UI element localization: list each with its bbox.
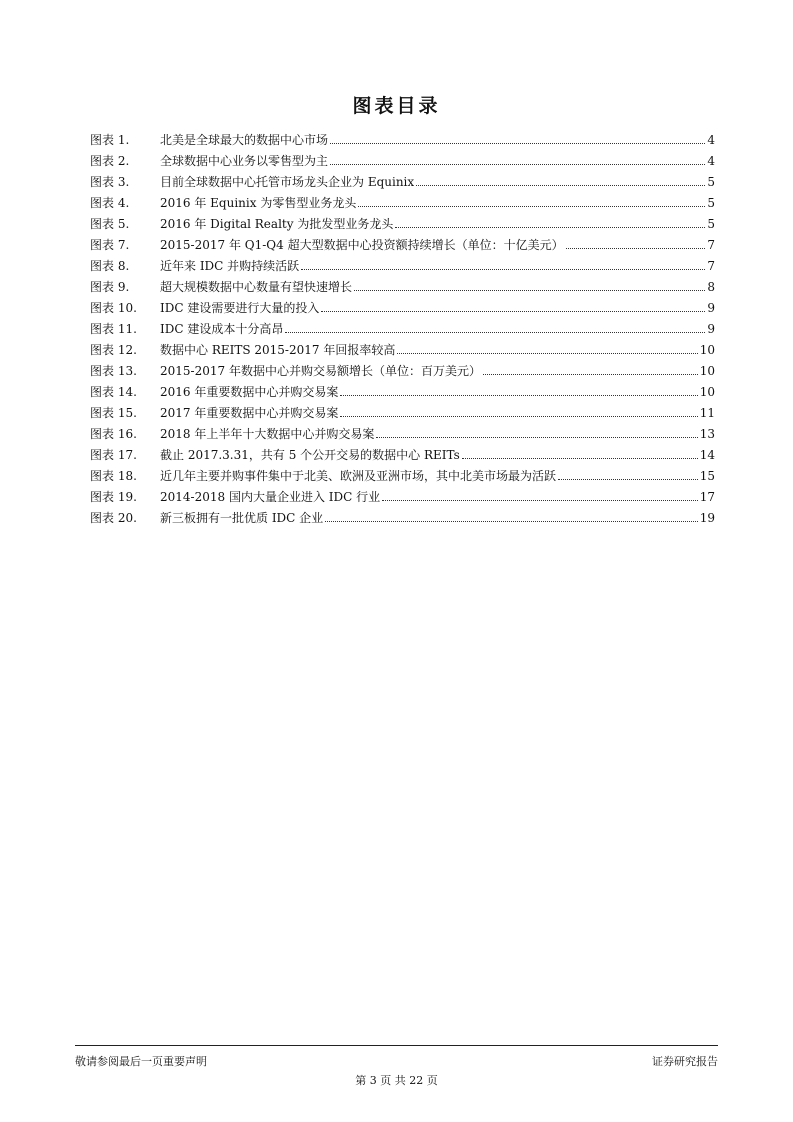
toc-entry-title[interactable]: 2016 年 Equinix 为零售型业务龙头 bbox=[160, 196, 357, 210]
toc-dot-leader bbox=[416, 185, 705, 186]
toc-dot-leader bbox=[330, 164, 705, 165]
toc-dot-leader bbox=[382, 500, 698, 501]
toc-entry-number: 图表 3. bbox=[90, 175, 130, 189]
toc-entry-number: 图表 15. bbox=[90, 406, 137, 420]
toc-entry-page[interactable]: 11 bbox=[699, 406, 715, 420]
toc-entry-page[interactable]: 14 bbox=[699, 448, 715, 462]
toc-dot-leader bbox=[397, 353, 697, 354]
toc-entry-number: 图表 9. bbox=[90, 280, 130, 294]
toc-entry-title[interactable]: 2014-2018 国内大量企业进入 IDC 行业 bbox=[160, 490, 381, 504]
toc-entry[interactable] bbox=[90, 361, 715, 382]
toc-entry-title[interactable]: 新三板拥有一批优质 IDC 企业 bbox=[160, 511, 324, 525]
toc-entry-title[interactable]: 2016 年重要数据中心并购交易案 bbox=[160, 385, 339, 399]
toc-dot-leader bbox=[321, 311, 705, 312]
toc-entry-number: 图表 12. bbox=[90, 343, 137, 357]
toc-entry-title[interactable]: 2015-2017 年数据中心并购交易额增长（单位：百万美元） bbox=[160, 364, 481, 378]
toc-entry[interactable] bbox=[90, 298, 715, 319]
toc-entry-page[interactable]: 10 bbox=[699, 364, 715, 378]
toc-dot-leader bbox=[340, 416, 697, 417]
toc-entry[interactable] bbox=[90, 466, 715, 487]
toc-dot-leader bbox=[354, 290, 705, 291]
toc-entry-page[interactable]: 19 bbox=[699, 511, 715, 525]
toc-dot-leader bbox=[462, 458, 698, 459]
footer-divider bbox=[75, 1045, 718, 1046]
toc-entry-number: 图表 10. bbox=[90, 301, 137, 315]
toc-entry[interactable] bbox=[90, 193, 715, 214]
toc-entry-page[interactable]: 7 bbox=[707, 238, 715, 252]
toc-entry-number: 图表 16. bbox=[90, 427, 137, 441]
toc-entry-number: 图表 20. bbox=[90, 511, 137, 525]
toc-entry-page[interactable]: 13 bbox=[699, 427, 715, 441]
toc-dot-leader bbox=[376, 437, 697, 438]
toc-dot-leader bbox=[395, 227, 705, 228]
toc-dot-leader bbox=[285, 332, 705, 333]
toc-dot-leader bbox=[330, 143, 705, 144]
toc-entry[interactable] bbox=[90, 403, 715, 424]
toc-entry-page[interactable]: 8 bbox=[707, 280, 715, 294]
toc-entry-title[interactable]: 截止 2017.3.31，共有 5 个公开交易的数据中心 REITs bbox=[160, 448, 460, 462]
toc-entry-number: 图表 2. bbox=[90, 154, 130, 168]
toc-entry-title[interactable]: 2017 年重要数据中心并购交易案 bbox=[160, 406, 339, 420]
toc-entry[interactable] bbox=[90, 151, 715, 172]
toc-dot-leader bbox=[340, 395, 697, 396]
toc-entry-title[interactable]: 数据中心 REITS 2015-2017 年回报率较高 bbox=[160, 343, 396, 357]
toc-dot-leader bbox=[301, 269, 705, 270]
toc-entry-page[interactable]: 9 bbox=[707, 301, 715, 315]
toc-entry[interactable] bbox=[90, 445, 715, 466]
toc-entry-title[interactable]: 全球数据中心业务以零售型为主 bbox=[160, 154, 329, 168]
toc-entry-title[interactable]: 近几年主要并购事件集中于北美、欧洲及亚洲市场，其中北美市场最为活跃 bbox=[160, 469, 557, 483]
toc-entry[interactable] bbox=[90, 214, 715, 235]
toc-entry[interactable] bbox=[90, 382, 715, 403]
toc-entry-page[interactable]: 4 bbox=[707, 154, 715, 168]
toc-dot-leader bbox=[558, 479, 698, 480]
toc-entry[interactable] bbox=[90, 130, 715, 151]
page-title: 图表目录 bbox=[352, 95, 441, 117]
toc-entry-number: 图表 8. bbox=[90, 259, 130, 273]
toc-entry-title[interactable]: 2015-2017 年 Q1-Q4 超大型数据中心投资额持续增长（单位：十亿美元） bbox=[160, 238, 564, 252]
page-number: 第 3 页 共 22 页 bbox=[355, 1074, 438, 1087]
toc-list bbox=[90, 130, 715, 529]
toc-entry-page[interactable]: 4 bbox=[707, 133, 715, 147]
toc-dot-leader bbox=[483, 374, 698, 375]
toc-entry-title[interactable]: 2018 年上半年十大数据中心并购交易案 bbox=[160, 427, 375, 441]
toc-entry[interactable] bbox=[90, 487, 715, 508]
toc-entry-page[interactable]: 10 bbox=[699, 343, 715, 357]
toc-entry-page[interactable]: 10 bbox=[699, 385, 715, 399]
toc-entry-page[interactable]: 17 bbox=[699, 490, 715, 504]
toc-entry-title[interactable]: 2016 年 Digital Realty 为批发型业务龙头 bbox=[160, 217, 394, 231]
toc-entry[interactable] bbox=[90, 172, 715, 193]
toc-entry-number: 图表 1. bbox=[90, 133, 130, 147]
toc-entry-number: 图表 7. bbox=[90, 238, 130, 252]
toc-entry-number: 图表 14. bbox=[90, 385, 137, 399]
toc-entry-title[interactable]: IDC 建设成本十分高昂 bbox=[160, 322, 284, 336]
toc-dot-leader bbox=[325, 521, 698, 522]
toc-entry[interactable] bbox=[90, 508, 715, 529]
footer-report-type: 证券研究报告 bbox=[652, 1055, 718, 1068]
toc-entry[interactable] bbox=[90, 256, 715, 277]
toc-dot-leader bbox=[358, 206, 705, 207]
toc-entry-page[interactable]: 15 bbox=[699, 469, 715, 483]
toc-entry-title[interactable]: IDC 建设需要进行大量的投入 bbox=[160, 301, 320, 315]
toc-entry[interactable] bbox=[90, 340, 715, 361]
toc-entry-page[interactable]: 5 bbox=[707, 175, 715, 189]
toc-entry-title[interactable]: 近年来 IDC 并购持续活跃 bbox=[160, 259, 300, 273]
toc-entry-number: 图表 4. bbox=[90, 196, 130, 210]
toc-entry-page[interactable]: 9 bbox=[707, 322, 715, 336]
toc-entry-number: 图表 18. bbox=[90, 469, 137, 483]
toc-entry-title[interactable]: 北美是全球最大的数据中心市场 bbox=[160, 133, 329, 147]
toc-entry[interactable] bbox=[90, 424, 715, 445]
footer-disclaimer: 敬请参阅最后一页重要声明 bbox=[75, 1055, 207, 1068]
toc-entry-number: 图表 13. bbox=[90, 364, 137, 378]
toc-entry-title[interactable]: 目前全球数据中心托管市场龙头企业为 Equinix bbox=[160, 175, 415, 189]
toc-entry-page[interactable]: 5 bbox=[707, 196, 715, 210]
toc-entry[interactable] bbox=[90, 319, 715, 340]
toc-entry[interactable] bbox=[90, 235, 715, 256]
toc-entry[interactable] bbox=[90, 277, 715, 298]
toc-entry-title[interactable]: 超大规模数据中心数量有望快速增长 bbox=[160, 280, 353, 294]
toc-entry-page[interactable]: 5 bbox=[707, 217, 715, 231]
toc-entry-page[interactable]: 7 bbox=[707, 259, 715, 273]
toc-entry-number: 图表 19. bbox=[90, 490, 137, 504]
toc-entry-number: 图表 5. bbox=[90, 217, 130, 231]
toc-dot-leader bbox=[566, 248, 705, 249]
toc-entry-number: 图表 17. bbox=[90, 448, 137, 462]
toc-entry-number: 图表 11. bbox=[90, 322, 137, 336]
